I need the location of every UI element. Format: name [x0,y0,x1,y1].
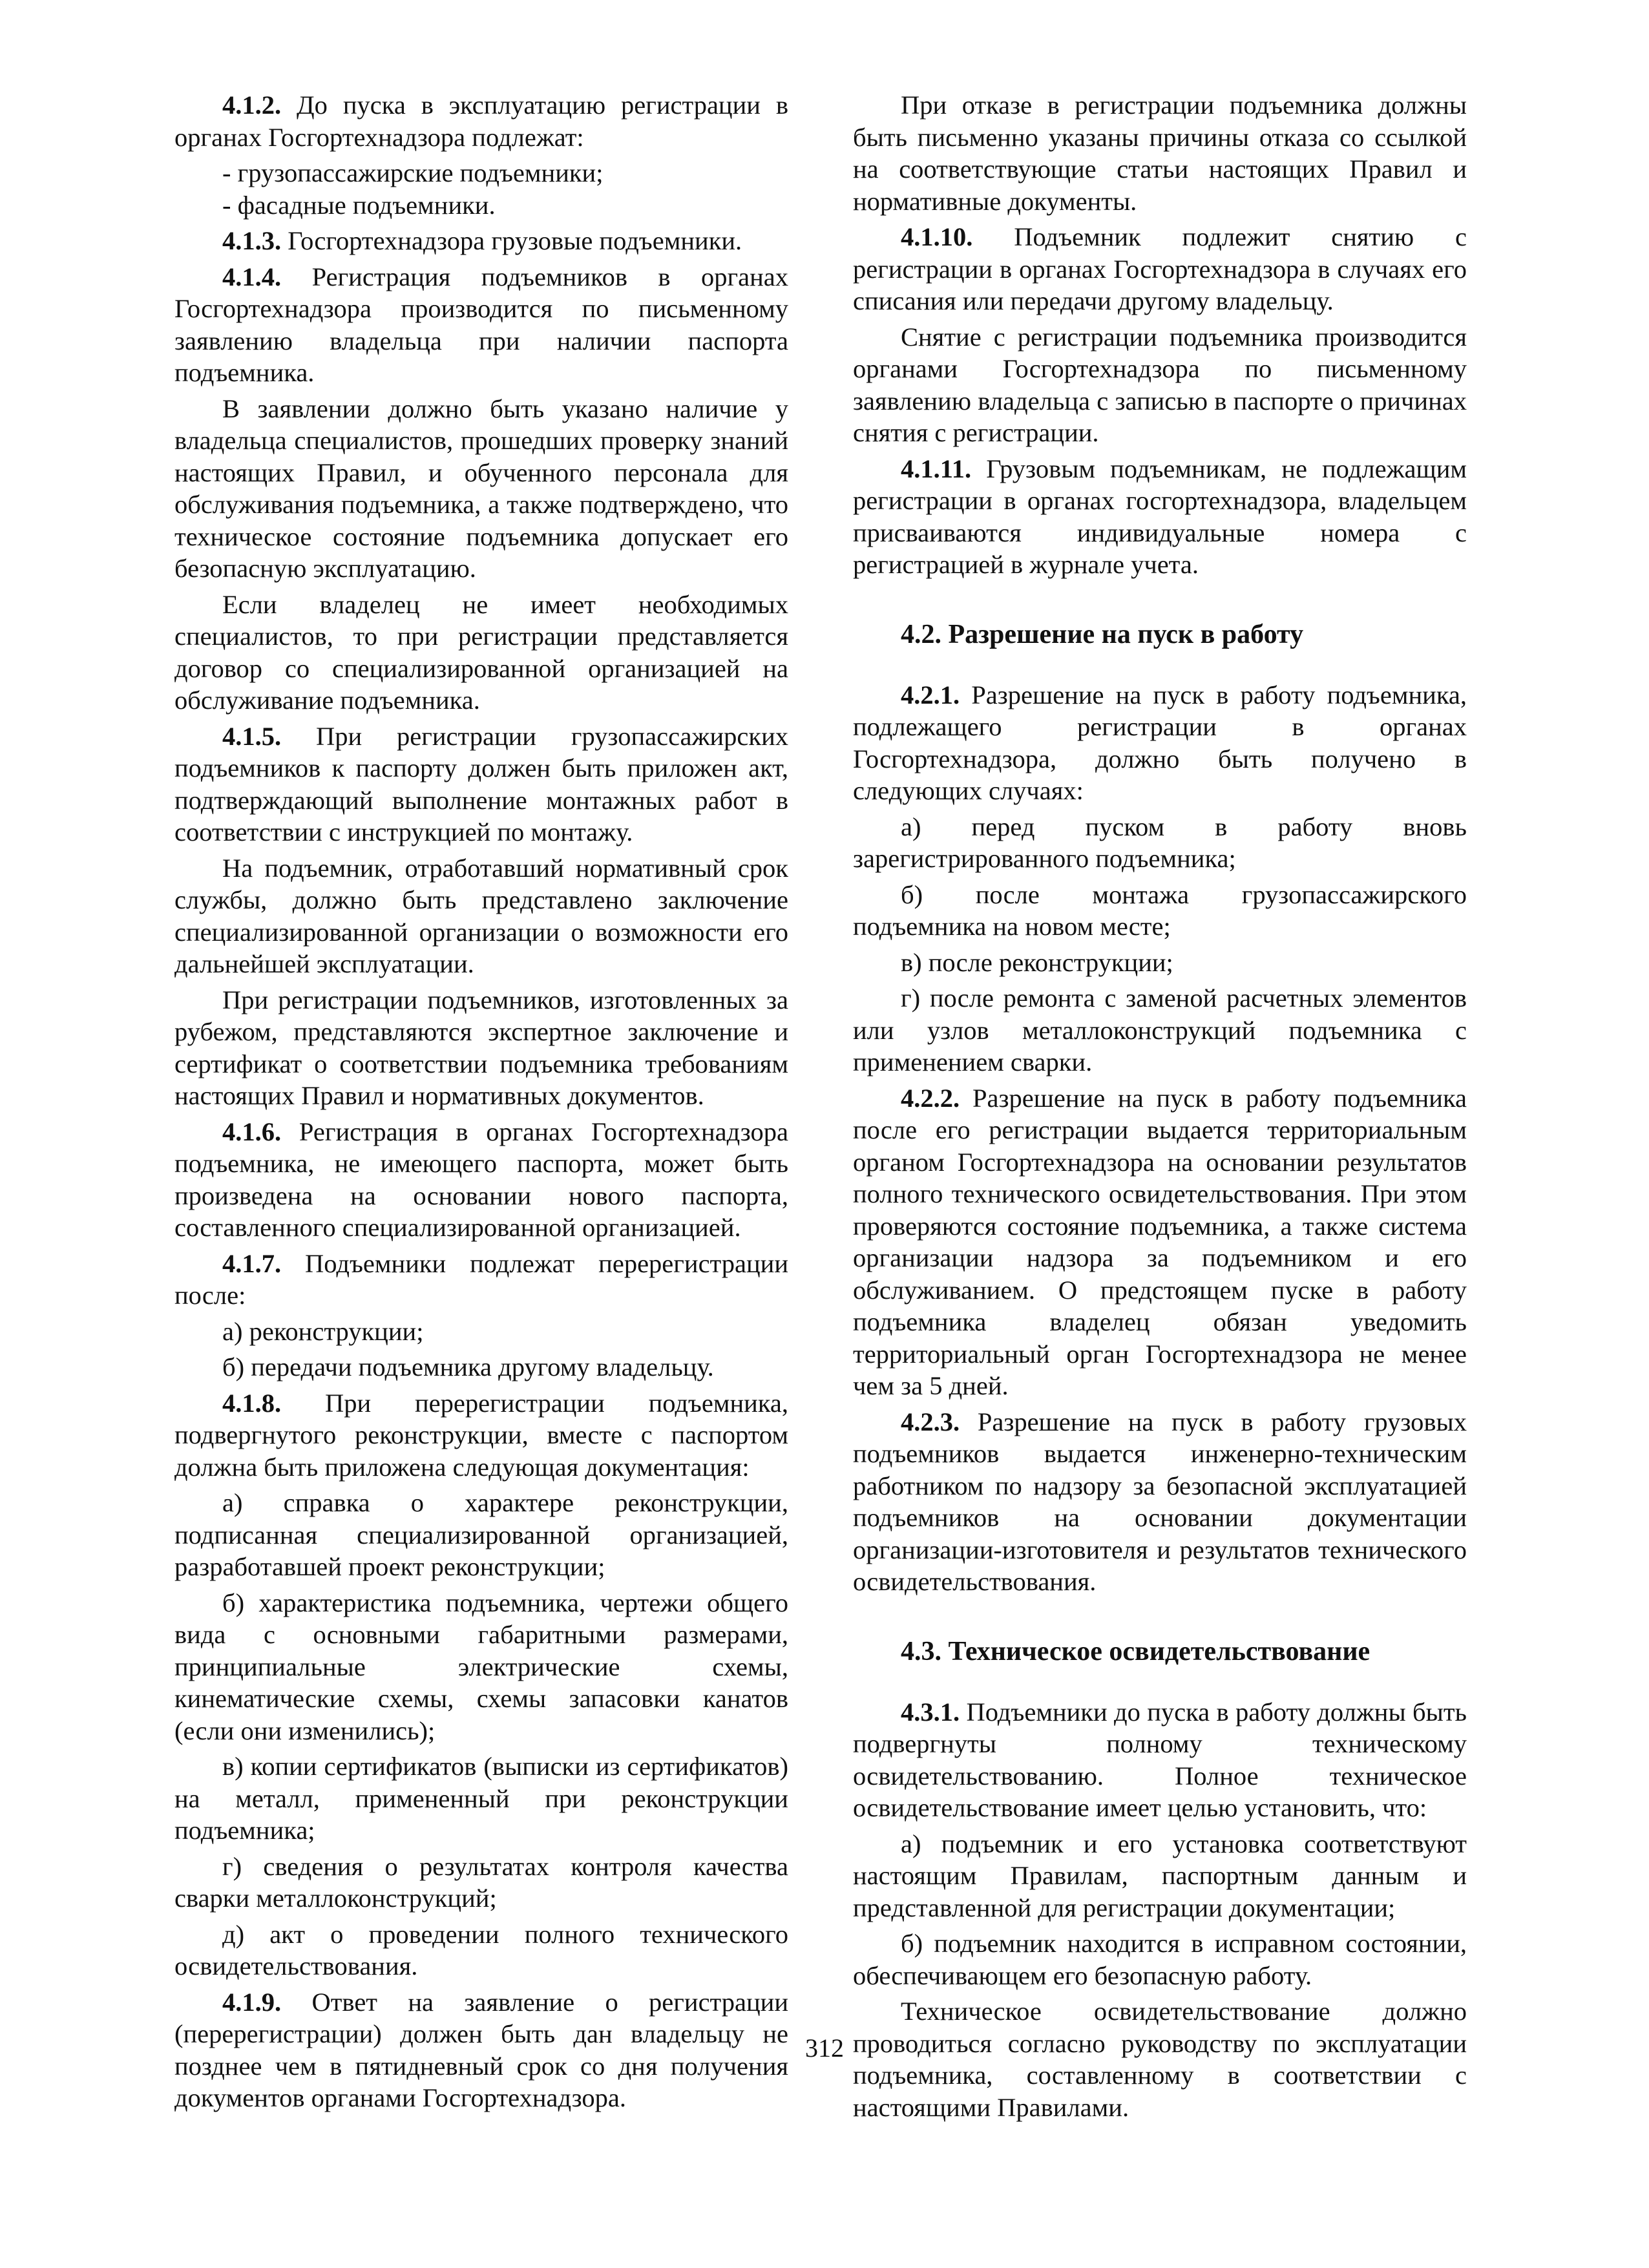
list-item: б) после монтажа грузопассажирского подъемника на новом месте; [853,879,1467,941]
paragraph-4-3-1 [853,1696,1467,1824]
left-column [174,89,788,2118]
clause-number: 4.1.9. [222,1987,282,2017]
list-item: в) копии сертификатов (выписки из сертификатов) на металл, примененный при реконструкции подъемника; [174,1752,788,1845]
paragraph-4-1-3 [174,225,788,257]
clause-text: Ответ на заявление о регистрации (перерегистрации) должен быть дан владельцу не позднее чем в пятидневный срок со дня получения документов органами Госгортехнадзора. [174,1987,788,2112]
clause-text: Грузовым подъемникам, не подлежащим регистрации в органах госгортехнадзора, владельцем присваиваются индивидуальные номера с регистрацией в журнале учета. [853,454,1467,579]
paragraph-4-1-10 [853,221,1467,317]
list-item: б) характеристика подъемника, чертежи общего вида с основными габаритными размерами, принципиальные электрические схемы, кинематические схемы, схемы запасовки канатов (если они изменились); [174,1588,788,1745]
clause-text: Регистрация подъемников в органах Госгортехнадзора производится по письменному заявлению владельца при наличии паспорта подъемника. [174,262,788,387]
clause-text: Разрешение на пуск в работу подъемника, подлежащего регистрации в органах Госгортехнадзора, должно быть получено в следующих случаях: [853,680,1467,805]
clause-number: 4.2.3. [901,1407,960,1436]
paragraph-4-2-1 [853,679,1467,807]
paragraph: Снятие с регистрации подъемника производится органами Госгортехнадзора по письменному заявлению владельца с записью в паспорте о причинах снятия с регистрации. [853,322,1467,447]
list-item: а) реконструкции; [222,1316,424,1346]
paragraph-4-2-3 [853,1406,1467,1598]
list-item: - грузопассажирские подъемники; [222,158,604,187]
clause-number: 4.1.3. [222,226,282,255]
clause-text: Разрешение на пуск в работу грузовых подъемников выдается инженерно-техническим работником по надзору за безопасной эксплуатацией подъемников на основании документации организации-изготовителя и результатов технического освидетельствования. [853,1407,1467,1596]
clause-number: 4.1.7. [222,1248,282,1278]
paragraph-4-1-5 [174,720,788,848]
clause-number: 4.1.4. [222,262,282,291]
section-heading-4-3: 4.3. Техническое освидетельствование [901,1636,1371,1666]
list-item: б) подъемник находится в исправном состоянии, обеспечивающем его безопасную работу. [853,1929,1467,1990]
clause-text: Разрешение на пуск в работу подъемника после его регистрации выдается территориальным органом Госгортехнадзора на основании результатов полного технического освидетельствования. При этом проверяются состояние подъемника, а также система организации надзора за подъемником и его обслуживанием. О предстоящем пуске в работу подъемника владелец обязан уведомить территориальный орган Госгортехнадзора не менее чем за 5 дней. [853,1083,1467,1400]
clause-number: 4.1.11. [901,454,972,483]
list-item: г) после ремонта с заменой расчетных элементов или узлов металлоконструкций подъемника с применением сварки. [853,983,1467,1076]
clause-number: 4.1.5. [222,721,282,751]
paragraph: Техническое освидетельствование должно проводиться согласно руководству по эксплуатации подъемника, составленному в соответствии с настоящими Правилами. [853,1997,1467,2122]
paragraph-4-1-8 [174,1387,788,1484]
clause-number: 4.1.6. [222,1117,282,1146]
clause-number: 4.1.2. [222,90,282,120]
list-item: - фасадные подъемники. [222,190,496,220]
list-item: д) акт о проведении полного технического освидетельствования. [174,1919,788,1980]
clause-text: До пуска в эксплуатацию регистрации в органах Госгортехнадзора подлежат: [174,90,788,152]
paragraph-4-1-6 [174,1116,788,1244]
clause-text: Подъемники подлежат перерегистрации после: [174,1248,788,1310]
clause-number: 4.3.1. [901,1697,960,1727]
clause-text: При регистрации грузопассажирских подъемников к паспорту должен быть приложен акт, подтверждающий выполнение монтажных работ в соответствии с инструкцией по монтажу. [174,721,788,846]
clause-text: Подъемник подлежит снятию с регистрации в органах Госгортехнадзора в случаях его списания или передачи другому владельцу. [853,222,1467,315]
list-item: в) после реконструкции; [901,947,1173,977]
clause-number: 4.2.1. [901,680,960,709]
clause-text: Регистрация в органах Госгортехнадзора подъемника, не имеющего паспорта, может быть произведена на основании нового паспорта, составленного специализированной организацией. [174,1117,788,1242]
section-heading-4-2: 4.2. Разрешение на пуск в работу [901,619,1304,649]
paragraph: Если владелец не имеет необходимых специалистов, то при регистрации представляется договор со специализированной организацией на обслуживание подъемника. [174,589,788,715]
clause-number: 4.2.2. [901,1083,960,1113]
right-column [853,89,1467,2127]
clause-text: Подъемники до пуска в работу должны быть подвергнуты полному техническому освидетельствованию. Полное техническое освидетельствование имеет целью установить, что: [853,1697,1467,1822]
paragraph: В заявлении должно быть указано наличие у владельца специалистов, прошедших проверку знаний настоящих Правил, и обученного персонала для обслуживания подъемника, а также подтверждено, что техническое состояние подъемника допускает его безопасную эксплуатацию. [174,394,788,583]
paragraph-4-1-4 [174,261,788,389]
paragraph-4-1-7 [174,1248,788,1312]
list-item: г) сведения о результатах контроля качества сварки металлоконструкций; [174,1851,788,1913]
clause-number: 4.1.10. [901,222,973,251]
paragraph: При отказе в регистрации подъемника должны быть письменно указаны причины отказа со ссылкой на соответствующие статьи настоящих Правил и нормативные документы. [853,90,1467,216]
paragraph: На подъемник, отработавший нормативный срок службы, должно быть представлено заключение специализированной организации о возможности его дальнейшей эксплуатации. [174,853,788,978]
list-item: а) подъемник и его установка соответствуют настоящим Правилам, паспортным данным и представленной для регистрации документации; [853,1829,1467,1922]
paragraph-4-1-2 [174,89,788,153]
list-item: б) передачи подъемника другому владельцу. [222,1352,714,1381]
paragraph-4-1-11 [853,453,1467,581]
paragraph: При регистрации подъемников, изготовленных за рубежом, представляются экспертное заключение и сертификат о соответствии подъемника требованиям настоящих Правил и нормативных документов. [174,985,788,1110]
clause-text: При перерегистрации подъемника, подвергнутого реконструкции, вместе с паспортом должна быть приложена следующая документация: [174,1388,788,1482]
clause-number: 4.1.8. [222,1388,282,1418]
clause-text: Госгортехнадзора грузовые подъемники. [281,226,742,255]
page-number: 312 [805,2033,844,2063]
paragraph-4-2-2 [853,1082,1467,1402]
list-item: а) справка о характере реконструкции, подписанная специализированной организацией, разработавшей проект реконструкции; [174,1488,788,1581]
list-item: а) перед пуском в работу вновь зарегистрированного подъемника; [853,812,1467,873]
